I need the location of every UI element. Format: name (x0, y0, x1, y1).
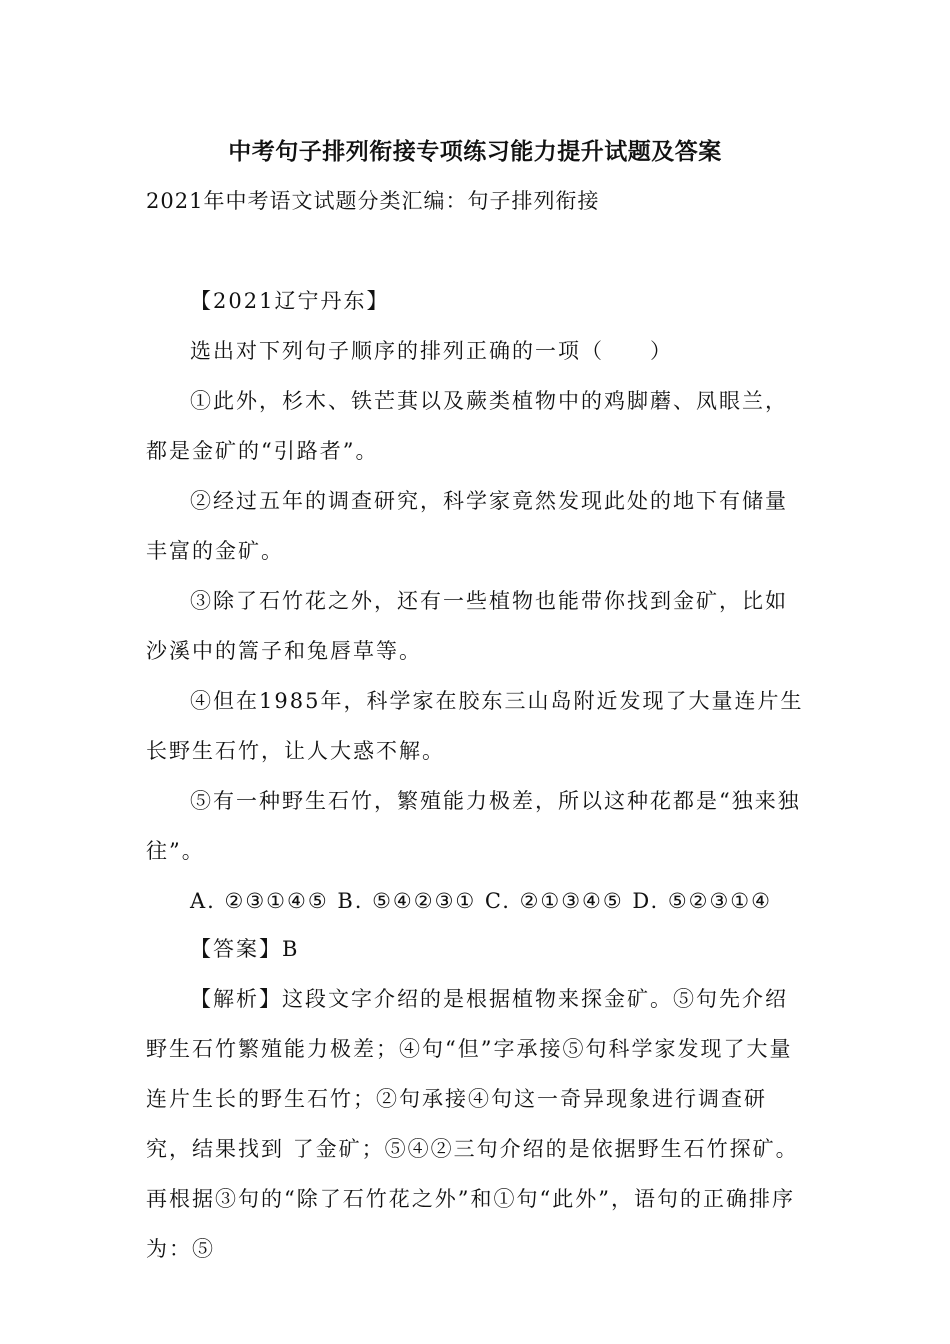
analysis-text: 【解析】这段文字介绍的是根据植物来探金矿。⑤句先介绍野生石竹繁殖能力极差；④句“但”字承接⑤句科学家发现了大量连片生长的野生石竹；②句承接④句这一奇异现象进行调查研究，结果找到 了金矿；⑤④②三句介绍的是依据野生石竹探矿。再根据③句的“除了石竹花之外”和①句“此外”，语句的正确排序为：⑤ (146, 987, 799, 1261)
source-tag: 【2021辽宁丹东】 (190, 289, 390, 313)
page-subtitle: 2021年中考语文试题分类汇编：句子排列衔接 (146, 189, 600, 213)
answer-line: 【答案】B (190, 937, 300, 961)
page-title: 中考句子排列衔接专项练习能力提升试题及答案 (228, 139, 722, 165)
sentence-5: ⑤有一种野生石竹，繁殖能力极差，所以这种花都是“独来独往”。 (146, 789, 801, 863)
sentence-2: ②经过五年的调查研究，科学家竟然发现此处的地下有储量丰富的金矿。 (146, 489, 788, 563)
answer-options: A. ②③①④⑤ B. ⑤④②③① C. ②①③④⑤ D. ⑤②③①④ (190, 889, 772, 913)
sentence-3: ③除了石竹花之外，还有一些植物也能带你找到金矿，比如沙溪中的篙子和兔唇草等。 (146, 589, 788, 663)
sentence-1: ①此外，杉木、铁芒萁以及蕨类植物中的鸡脚蘑、凤眼兰，都是金矿的“引路者”。 (146, 389, 788, 463)
sentence-4: ④但在1985年，科学家在胶东三山岛附近发现了大量连片生长野生石竹，让人大惑不解。 (146, 689, 804, 763)
question-text: 选出对下列句子顺序的排列正确的一项（ ） (190, 339, 673, 363)
